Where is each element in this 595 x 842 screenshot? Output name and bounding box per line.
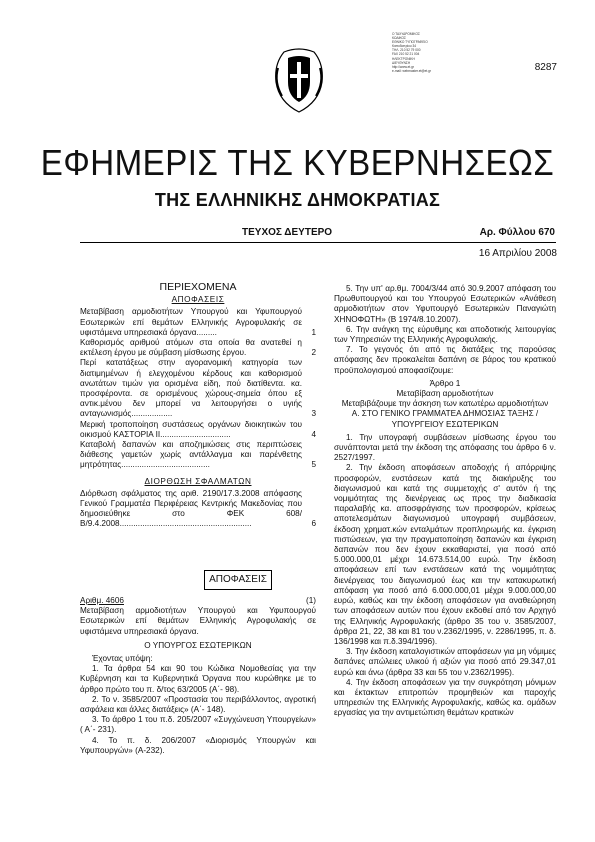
paragraph: 2. Το ν. 3585/2007 «Προστασία του περιβάλλοντος, αγροτική ασφάλεια και άλλες διατάξεις» (Α΄- 148). xyxy=(80,694,316,715)
article-text: Μεταβιβάζουμε την άσκηση των κατωτέρω αρμοδιοτήτων xyxy=(341,399,549,409)
right-column xyxy=(334,284,556,719)
sheet-number: 670 xyxy=(538,227,555,238)
paragraph: 1. Τα άρθρα 54 και 90 του Κώδικα Νομοθεσίας για την Κυβέρνηση και τα Κυβερνητικά Όργανα που κυρώθηκε με το άρθρο πρώτο του π. δ/τος 63/2005 (Α΄- 98). xyxy=(80,664,316,694)
paragraph: 6. Την ανάγκη της εύρυθμης και αποδοτικής λειτουργίας των Υπηρεσιών της Ελληνικής Αγροφυλακής. xyxy=(334,324,556,345)
imprint-line: ΕΘΝΙΚΟ ΤΥΠΟΓΡΑΦΕΙΟ xyxy=(392,40,428,45)
sheet-label: Αρ. Φύλλου xyxy=(479,227,536,238)
decision-title: Μεταβίβαση αρμοδιοτήτων Υπουργού και Υφυπουργού Εσωτερικών επί θεμάτων Ελληνικής Αγροφυλακής σε υφιστάμενα υπηρεσιακά όργανα. xyxy=(80,606,316,636)
toc-item[interactable] xyxy=(80,440,316,471)
toc-item[interactable] xyxy=(80,338,316,358)
decision-number-line xyxy=(80,596,316,606)
imprint-block xyxy=(392,32,452,73)
imprint-line: ΔΙΕΥΘΥΝΣΗ xyxy=(392,60,411,65)
toc-item-text: Περί κατατάξεως στην αγορανομική κατηγορία των διατιμημένων ή ελεγχομένου κέρδους και καθορισμού ανωτάτων τιμών για ορισμένα είδη, πού διατίθεντα. κα. προσφέροντα. σε ορισμένους χώρους-σημεία όπου εξ αντικ.μένου δεν μπορεί να λειτουργήσει ο υγιής ανταγωνισμός.................. xyxy=(80,358,302,419)
issue-date: 16 Απριλίου 2008 xyxy=(478,248,557,259)
paragraph: 2. Την έκδοση αποφάσεων αποδοχής ή απόρριψης προσφορών, ενστάσεων κατά της διακήρυξης του διαγωνισμού και κατά της συμμετοχής σ' αυτόν ή της νομιμότητας της διενέργειας ως προς την διαδικασία παραλαβής κα. αποσφράγισης των προσφορών, κρίσεως αποτελεσμάτων διαγωνισμού υπογραφή συμβάσεων, έκδοση χρηματ.κών ενταλμάτων προπληρωμής κα. έγκριση πιστώσεων, για την πραγματοποίηση δαπανών και έγκριση δαπανών που δεν έχουν εκκαθαριστεί, για ποσό από 5.000.000,01 μέχρι 14.673.514,00 ευρώ. Την έκδοση αποφάσεων επί των ενστάσεων κατά της νομιμότητας διενέργειας του διαγωνισμού έως και την κατακυρωτική απόφαση για ποσό από 6.000.000,01 μέχρι 9.000.000,00 ευρώ, καθώς και την έκδοση αποφάσεων για αναθεώρηση των αποφάσεων αυτών που έχουν εκδοθεί από τον Αρχηγό της Ελληνικής Αγροφυλακής (άρθρο 35 του ν. 3585/2007, άρθρα 21, 22, 38 και 81 του ν.2362/1995, ν. 2286/1995, π. δ. 136/1998 και π.δ.394/1996). xyxy=(334,463,556,646)
page-number: 8287 xyxy=(534,62,557,73)
coat-of-arms-icon xyxy=(272,48,326,114)
having-label: Έχοντας υπόψη: xyxy=(92,654,153,664)
paragraph: 3. Το άρθρο 1 του π.δ. 205/2007 «Συγχώνευση Υπουργείων» ( Α΄- 231). xyxy=(80,715,316,735)
left-column xyxy=(80,282,316,530)
toc-item-page: 3 xyxy=(311,409,316,419)
paragraph: 3. Την έκδοση καταλογιστικών αποφάσεων για μη νόμιμες δαπάνες απώλειες υλικού ή αξιών για ποσό από 29.347,01 ευρώ και άνω (άρθρα 33 και 55 του ν.2362/1995). xyxy=(334,647,556,677)
decisions-box: ΑΠΟΦΑΣΕΙΣ xyxy=(204,570,272,590)
toc-item-page: 4 xyxy=(311,429,316,439)
paragraph: 5. Την υπ' αρ.θμ. 7004/3/44 από 30.9.2007 απόφαση του Πρωθυπουργού και του Υπουργού Εσωτερικών «Ανάθεση αρμοδιοτήτων στον Υφυπουργό Εσωτερικών Παναγιώτη ΧΗΝΟΦΩΤΗ» (Β 1974/8.10.2007). xyxy=(334,284,556,324)
decision-number: Αριθμ. 4606 xyxy=(80,596,124,605)
errata-heading: ΔΙΟΡΘΩΣΗ ΣΦΑΛΜΑΤΩΝ xyxy=(144,476,252,486)
toc-item[interactable] xyxy=(80,420,316,440)
imprint-line: http://www.et.gr xyxy=(392,64,414,69)
paragraph: 4. Το π. δ. 206/2007 «Διορισμός Υπουργών και Υφυπουργών» (Α-232). xyxy=(80,735,316,755)
paragraph: 4. Την έκδοση αποφάσεων για την συγκρότηση μόνιμων και έκτακτων επιτροπών προμηθειών και παροχής υπηρεσιών της Ελληνικής Αγροφυλακής, καθώς κα. ομάδων εργασίας για την αντιμετώπιση θεμάτων κρατικών xyxy=(334,677,556,718)
toc-item-text: Μεταβίβαση αρμοδιοτήτων Υπουργού και Υφυπουργού Εσωτερικών επί θεμάτων Ελληνικής Αγροφυλακής σε υφιστάμενα υπηρεσιακά όργανα......... xyxy=(80,307,302,337)
decision-body xyxy=(80,596,316,756)
toc-item-text: Διόρθωση σφάλματος της αριθ. 2190/17.3.2008 απόφασης Γενικού Γραμματέα Περιφέρειας Κεντρικής Μακεδονίας που δημοσιεύθηκε στο ΦΕΚ 608/Β/9.4.2008.......................................................... xyxy=(80,488,302,529)
header-rule xyxy=(80,242,556,243)
toc-item[interactable] xyxy=(80,489,316,530)
section-heading: Α. ΣΤΟ ΓΕΝΙΚΟ ΓΡΑΜΜΑΤΕΑ ΔΗΜΟΣΙΑΣ ΤΑΞΗΣ / ΥΠΟΥΡΓΕΙΟΥ ΕΣΩΤΕΡΙΚΩΝ xyxy=(351,409,539,429)
toc-item[interactable] xyxy=(80,307,316,338)
article-number: Άρθρο 1 xyxy=(429,378,461,388)
decisions-heading: ΑΠΟΦΑΣΕΙΣ xyxy=(171,295,225,305)
imprint-line: FAX 210 52 21 004 xyxy=(392,52,420,57)
toc-item-page: 6 xyxy=(311,519,316,529)
imprint-line: Ο ΤΑΧΥΔΡΟΜΙΚΟΣ xyxy=(392,32,420,36)
minister-heading: Ο ΥΠΟΥΡΓΟΣ ΕΣΩΤΕΡΙΚΩΝ xyxy=(144,640,252,650)
paragraph: 7. Το γεγονός ότι από τις διατάξεις της παρούσας απόφασης δεν προκαλείται δαπάνη σε βάρος του κρατικού προϋπολογισμού αποφασίζουμε: xyxy=(334,345,556,375)
toc-item-page: 2 xyxy=(311,348,316,358)
toc-item-text: Καταβολή δαπανών και αποζημιώσεις στις περιπτώσεις διάθεσης γαμετών χωρίς αντάλλαγμα και παρένθετης μητρότητας....................................... xyxy=(80,440,302,470)
imprint-line: ΚΩΔΙΚΟΣ xyxy=(392,36,407,41)
imprint-line: ΗΛΕΚΤΡΟΝΙΚΗ xyxy=(392,56,415,61)
masthead-title: ΕΦΗΜΕΡΙΣ ΤΗΣ ΚΥΒΕΡΝΗΣΕΩΣ xyxy=(40,142,555,183)
imprint-line: ΤΗΛ. 210 52 79 000 xyxy=(392,48,421,53)
toc-item-text: Καθορισμός αριθμού ατόμων στα οποία θα ανατεθεί η εκτέλεση έργου με σύμβαση μίσθωσης έργου. xyxy=(80,338,302,358)
issue-series: ΤΕΥΧΟΣ ΔΕΥΤΕΡΟ xyxy=(242,227,333,238)
article-title: Μεταβίβαση αρμοδιοτήτων xyxy=(396,389,494,399)
contents-title: ΠΕΡΙΕΧΟΜΕΝΑ xyxy=(159,281,237,293)
issue-line xyxy=(80,227,555,241)
paragraph: 1. Την υπογραφή συμβάσεων μίσθωσης έργου του συνάπτονται μετά την έκδοση της απόφασης του άρθρο 6 ν. 2527/1997. xyxy=(334,432,556,463)
sheet-number-block xyxy=(480,227,555,238)
toc-item-page: 5 xyxy=(311,460,316,470)
decision-ref: (1) xyxy=(305,596,316,605)
toc-item[interactable] xyxy=(80,358,316,419)
toc-item-text: Μερική τροποποίηση συστάσεως οργάνων διοικητικών του οικισμού ΚΑΣΤΟΡΙΑ ΙΙ............................... xyxy=(80,419,302,439)
imprint-line: e-mail: webmaster.et@et.gr xyxy=(392,68,432,73)
masthead-subtitle: ΤΗΣ ΕΛΛΗΝΙΚΗΣ ΔΗΜΟΚΡΑΤΙΑΣ xyxy=(154,190,441,210)
imprint-line: Καποδιστρίου 34 xyxy=(392,44,417,49)
toc-item-page: 1 xyxy=(311,327,316,337)
